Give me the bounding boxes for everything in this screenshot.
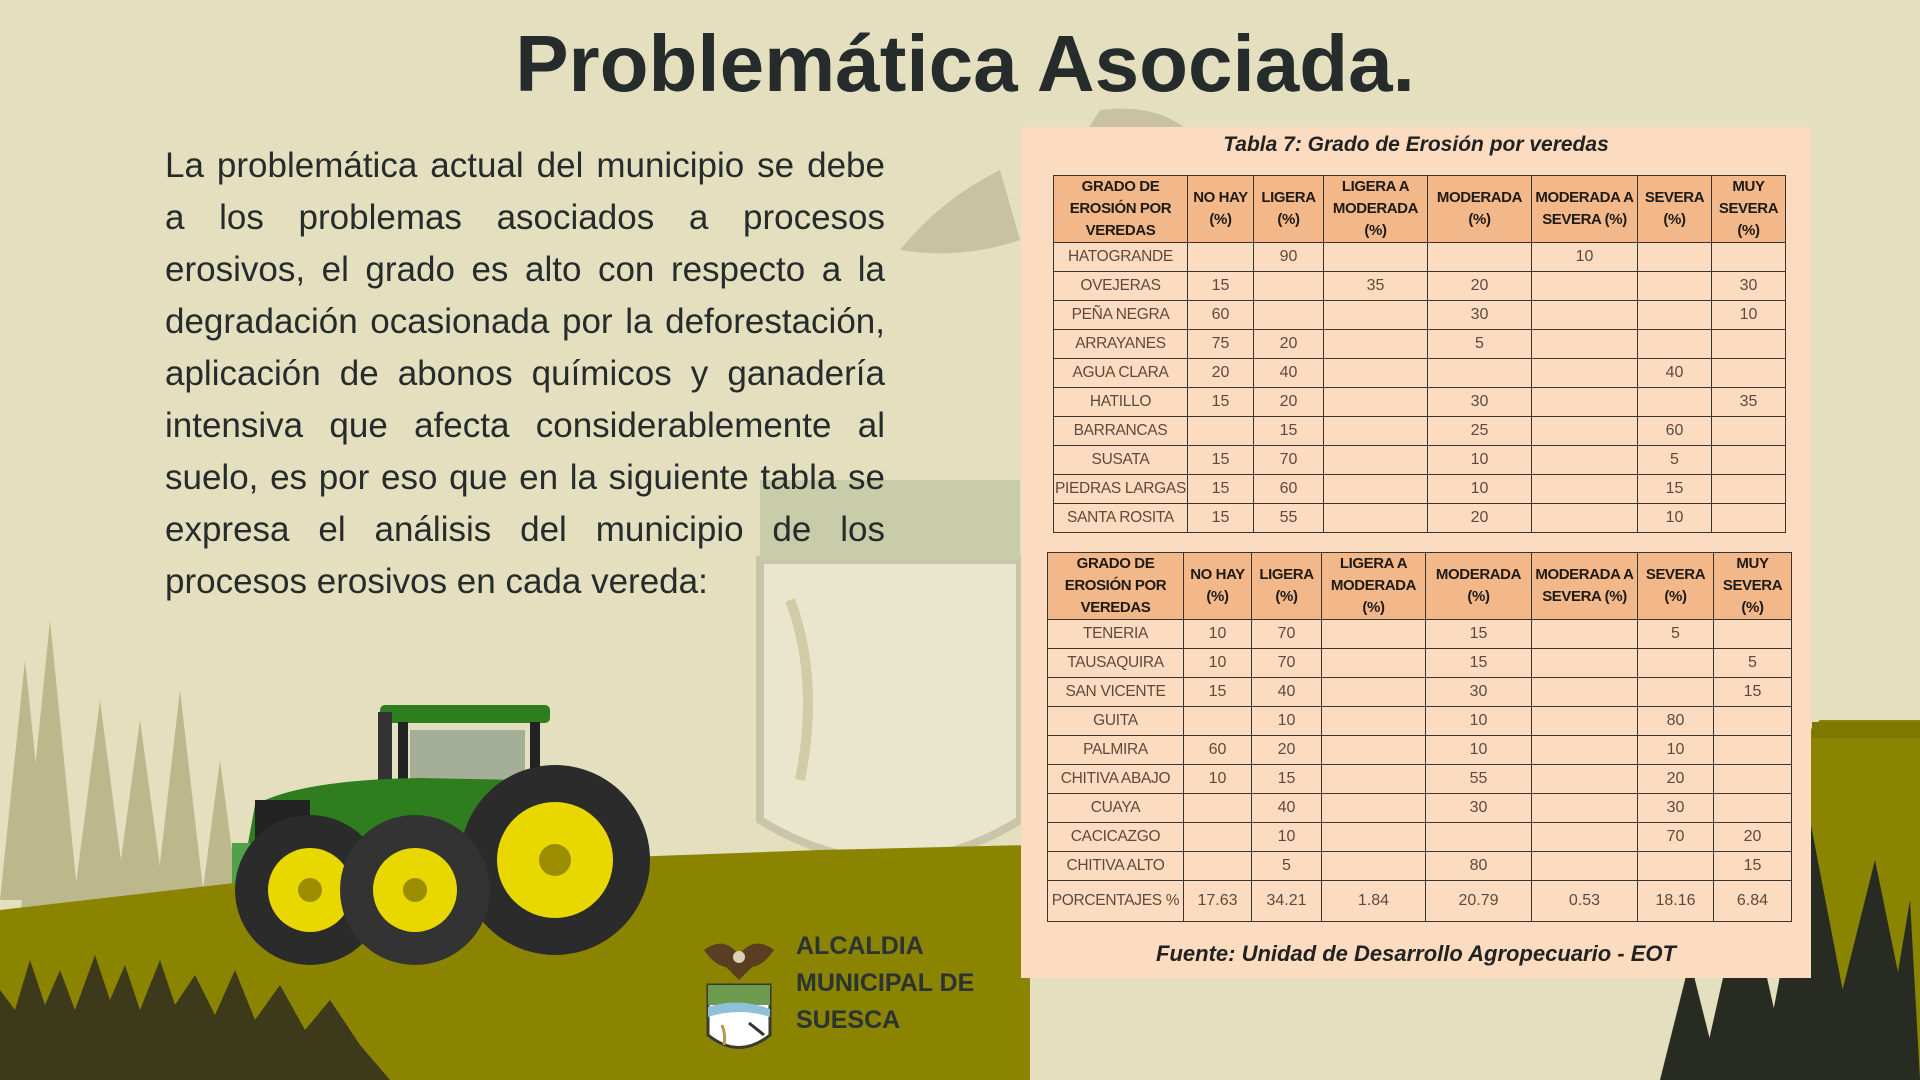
table-cell [1532, 504, 1638, 533]
table-cell [1638, 678, 1714, 707]
table-cell: 6.84 [1714, 881, 1792, 922]
table-cell [1638, 272, 1712, 301]
table-header-cell: MUY SEVERA (%) [1712, 176, 1786, 243]
table-cell [1532, 649, 1638, 678]
table-cell: 10 [1532, 243, 1638, 272]
table-cell [1324, 330, 1428, 359]
table-cell [1532, 301, 1638, 330]
vereda-name-cell: HATILLO [1054, 388, 1188, 417]
table-cell: 15 [1426, 620, 1532, 649]
table-cell: 1.84 [1322, 881, 1426, 922]
table-cell: 20 [1638, 765, 1714, 794]
table-header-cell: LIGERA A MODERADA (%) [1322, 553, 1426, 620]
table-row [1054, 446, 1786, 475]
table-cell: 10 [1252, 707, 1322, 736]
table-cell [1532, 475, 1638, 504]
table-cell [1714, 794, 1792, 823]
table-cell [1254, 272, 1324, 301]
table-cell: 15 [1188, 388, 1254, 417]
table-row [1054, 388, 1786, 417]
table-cell [1532, 272, 1638, 301]
table-cell: 0.53 [1532, 881, 1638, 922]
table-cell [1532, 736, 1638, 765]
table-cell: 5 [1252, 852, 1322, 881]
table-cell [1322, 765, 1426, 794]
table-cell: 10 [1428, 446, 1532, 475]
table-cell: 15 [1426, 649, 1532, 678]
table-cell: 15 [1188, 446, 1254, 475]
table-row [1048, 765, 1792, 794]
table-cell: 20.79 [1426, 881, 1532, 922]
vereda-name-cell: SAN VICENTE [1048, 678, 1184, 707]
table-cell: 70 [1252, 649, 1322, 678]
table-header-cell: SEVERA (%) [1638, 176, 1712, 243]
table-cell: 20 [1428, 272, 1532, 301]
table-cell [1426, 823, 1532, 852]
table-cell: 10 [1184, 620, 1252, 649]
table-cell: 10 [1638, 504, 1712, 533]
table-header-cell: SEVERA (%) [1638, 553, 1714, 620]
table-cell: 10 [1252, 823, 1322, 852]
table-header-row [1054, 176, 1786, 243]
vereda-name-cell: ARRAYANES [1054, 330, 1188, 359]
table-cell [1322, 649, 1426, 678]
table-cell: 20 [1254, 330, 1324, 359]
table-cell: 10 [1638, 736, 1714, 765]
vereda-name-cell: PEÑA NEGRA [1054, 301, 1188, 330]
table-cell [1714, 707, 1792, 736]
table-cell [1714, 620, 1792, 649]
table-cell [1324, 417, 1428, 446]
table-header-cell: MUY SEVERA (%) [1714, 553, 1792, 620]
table-cell: 20 [1428, 504, 1532, 533]
municipality-name [796, 928, 1016, 1039]
table-row [1048, 649, 1792, 678]
table-cell: 60 [1184, 736, 1252, 765]
table-cell [1532, 330, 1638, 359]
table-header-cell: LIGERA (%) [1254, 176, 1324, 243]
table-cell [1638, 330, 1712, 359]
table-row [1054, 301, 1786, 330]
table-source: Fuente: Unidad de Desarrollo Agropecuario - EOT [1156, 941, 1676, 966]
table-cell [1712, 417, 1786, 446]
table-header-cell: LIGERA A MODERADA (%) [1324, 176, 1428, 243]
table-cell [1428, 359, 1532, 388]
table-cell: 15 [1714, 678, 1792, 707]
vereda-name-cell: AGUA CLARA [1054, 359, 1188, 388]
hill-right-top [1812, 722, 1920, 738]
table-cell [1184, 707, 1252, 736]
table-cell [1184, 794, 1252, 823]
table-cell: 90 [1254, 243, 1324, 272]
table-cell: 75 [1188, 330, 1254, 359]
table-header-cell: NO HAY (%) [1184, 553, 1252, 620]
table-cell [1322, 852, 1426, 881]
table-cell: 55 [1254, 504, 1324, 533]
table-cell [1714, 736, 1792, 765]
table-cell [1638, 388, 1712, 417]
table-cell [1184, 823, 1252, 852]
table-cell: 15 [1188, 504, 1254, 533]
vereda-name-cell: CUAYA [1048, 794, 1184, 823]
table-row [1054, 504, 1786, 533]
table-cell: 40 [1252, 678, 1322, 707]
erosion-table-top [1053, 175, 1786, 533]
table-cell: 70 [1254, 446, 1324, 475]
table-cell: 15 [1254, 417, 1324, 446]
table-cell [1324, 504, 1428, 533]
table-cell: 60 [1188, 301, 1254, 330]
table-header-row [1048, 553, 1792, 620]
table-cell [1714, 765, 1792, 794]
municipality-name-line1: ALCALDIA [796, 932, 924, 960]
vereda-name-cell: GUITA [1048, 707, 1184, 736]
table-cell: 30 [1712, 272, 1786, 301]
table-header-cell: MODERADA (%) [1428, 176, 1532, 243]
table-row [1054, 417, 1786, 446]
table-cell: 30 [1428, 301, 1532, 330]
table-cell: 35 [1324, 272, 1428, 301]
table-cell [1188, 243, 1254, 272]
municipal-shield-logo [694, 935, 784, 1065]
table-cell: 30 [1426, 678, 1532, 707]
vereda-name-cell: SUSATA [1054, 446, 1188, 475]
table-cell [1324, 301, 1428, 330]
table-cell: 10 [1184, 765, 1252, 794]
table-cell: 17.63 [1184, 881, 1252, 922]
table-cell [1254, 301, 1324, 330]
vereda-name-cell: TENERIA [1048, 620, 1184, 649]
table-cell: 35 [1712, 388, 1786, 417]
table-cell: 10 [1712, 301, 1786, 330]
table-cell: 15 [1252, 765, 1322, 794]
table-cell: 15 [1638, 475, 1712, 504]
table-row [1054, 243, 1786, 272]
table-cell: 80 [1638, 707, 1714, 736]
table-cell [1638, 243, 1712, 272]
table-cell: 5 [1638, 620, 1714, 649]
tractor-illustration [232, 705, 650, 965]
table-cell: 15 [1184, 678, 1252, 707]
table-header-cell: GRADO DE EROSIÓN POR VEREDAS [1054, 176, 1188, 243]
table-cell [1322, 823, 1426, 852]
table-row [1054, 272, 1786, 301]
table-cell [1638, 649, 1714, 678]
table-cell: 15 [1188, 272, 1254, 301]
erosion-table-bottom [1047, 552, 1792, 922]
table-cell: 70 [1638, 823, 1714, 852]
table-row [1054, 359, 1786, 388]
table-cell [1712, 475, 1786, 504]
table-caption: Tabla 7: Grado de Erosión por veredas [1223, 133, 1609, 156]
table-cell [1324, 475, 1428, 504]
table-cell: 20 [1252, 736, 1322, 765]
table-cell: 5 [1638, 446, 1712, 475]
table-cell: 60 [1638, 417, 1712, 446]
table-row [1048, 794, 1792, 823]
municipality-name-line3: SUESCA [796, 1006, 901, 1034]
table-cell [1532, 794, 1638, 823]
table-cell [1712, 243, 1786, 272]
table-cell [1638, 301, 1712, 330]
table-cell [1532, 620, 1638, 649]
table-cell [1532, 388, 1638, 417]
table-cell [1428, 243, 1532, 272]
table-cell: 10 [1426, 707, 1532, 736]
table-cell [1324, 243, 1428, 272]
table-cell: 34.21 [1252, 881, 1322, 922]
municipality-name-line2: MUNICIPAL DE [796, 969, 975, 997]
table-cell [1188, 417, 1254, 446]
table-cell [1322, 707, 1426, 736]
table-row [1048, 736, 1792, 765]
intro-paragraph: La problemática actual del municipio se debe a los problemas asociados a procesos erosivos, el grado es alto con respecto a la degradación ocasionada por la deforestación, aplicación de abonos químicos y ganadería intensiva que afecta considerablemente al suelo, es por eso que en la siguiente tabla se expresa el análisis del municipio de los procesos erosivos en cada vereda: [165, 146, 885, 601]
table-header-cell: GRADO DE EROSIÓN POR VEREDAS [1048, 553, 1184, 620]
table-cell [1712, 330, 1786, 359]
erosion-table-card [1021, 127, 1811, 978]
table-cell: 5 [1428, 330, 1532, 359]
table-header-cell: MODERADA A SEVERA (%) [1532, 553, 1638, 620]
table-cell: 20 [1254, 388, 1324, 417]
table-cell: 30 [1426, 794, 1532, 823]
table-row [1048, 678, 1792, 707]
table-cell: 30 [1428, 388, 1532, 417]
table-cell [1532, 417, 1638, 446]
table-cell [1532, 852, 1638, 881]
table-cell [1532, 446, 1638, 475]
table-cell [1532, 707, 1638, 736]
table-cell [1532, 678, 1638, 707]
table-cell: 10 [1428, 475, 1532, 504]
table-cell [1322, 678, 1426, 707]
table-cell: 40 [1252, 794, 1322, 823]
table-cell [1532, 823, 1638, 852]
table-cell: 25 [1428, 417, 1532, 446]
table-cell: 15 [1188, 475, 1254, 504]
vereda-name-cell: HATOGRANDE [1054, 243, 1188, 272]
table-cell: 10 [1184, 649, 1252, 678]
table-row [1054, 475, 1786, 504]
table-cell [1184, 852, 1252, 881]
table-row [1048, 881, 1792, 922]
table-row [1048, 707, 1792, 736]
table-cell: 20 [1188, 359, 1254, 388]
table-cell: 55 [1426, 765, 1532, 794]
table-header-cell: MODERADA A SEVERA (%) [1532, 176, 1638, 243]
table-cell [1322, 794, 1426, 823]
table-cell: 20 [1714, 823, 1792, 852]
vereda-name-cell: OVEJERAS [1054, 272, 1188, 301]
table-header-cell: NO HAY (%) [1188, 176, 1254, 243]
table-cell: 10 [1426, 736, 1532, 765]
table-cell [1532, 765, 1638, 794]
vereda-name-cell: CHITIVA ABAJO [1048, 765, 1184, 794]
table-cell [1532, 359, 1638, 388]
table-cell [1712, 359, 1786, 388]
page-title: Problemática Asociada. [515, 19, 1415, 108]
vereda-name-cell: PIEDRAS LARGAS [1054, 475, 1188, 504]
table-cell [1322, 736, 1426, 765]
table-row [1048, 823, 1792, 852]
table-cell: 18.16 [1638, 881, 1714, 922]
table-header-cell: MODERADA (%) [1426, 553, 1532, 620]
table-cell [1712, 504, 1786, 533]
table-cell [1638, 852, 1714, 881]
table-row [1048, 852, 1792, 881]
table-row [1048, 620, 1792, 649]
table-cell: 80 [1426, 852, 1532, 881]
vereda-name-cell: TAUSAQUIRA [1048, 649, 1184, 678]
vereda-name-cell: CACICAZGO [1048, 823, 1184, 852]
table-header-cell: LIGERA (%) [1252, 553, 1322, 620]
vereda-name-cell: SANTA ROSITA [1054, 504, 1188, 533]
table-cell: 5 [1714, 649, 1792, 678]
vereda-name-cell: CHITIVA ALTO [1048, 852, 1184, 881]
table-cell: 15 [1714, 852, 1792, 881]
vereda-name-cell: PORCENTAJES % [1048, 881, 1184, 922]
table-cell [1324, 359, 1428, 388]
table-cell: 30 [1638, 794, 1714, 823]
table-row [1054, 330, 1786, 359]
table-cell: 40 [1254, 359, 1324, 388]
table-cell [1712, 446, 1786, 475]
table-cell: 70 [1252, 620, 1322, 649]
table-cell: 60 [1254, 475, 1324, 504]
table-cell [1322, 620, 1426, 649]
table-cell [1324, 446, 1428, 475]
table-cell: 40 [1638, 359, 1712, 388]
vereda-name-cell: PALMIRA [1048, 736, 1184, 765]
table-cell [1324, 388, 1428, 417]
vereda-name-cell: BARRANCAS [1054, 417, 1188, 446]
